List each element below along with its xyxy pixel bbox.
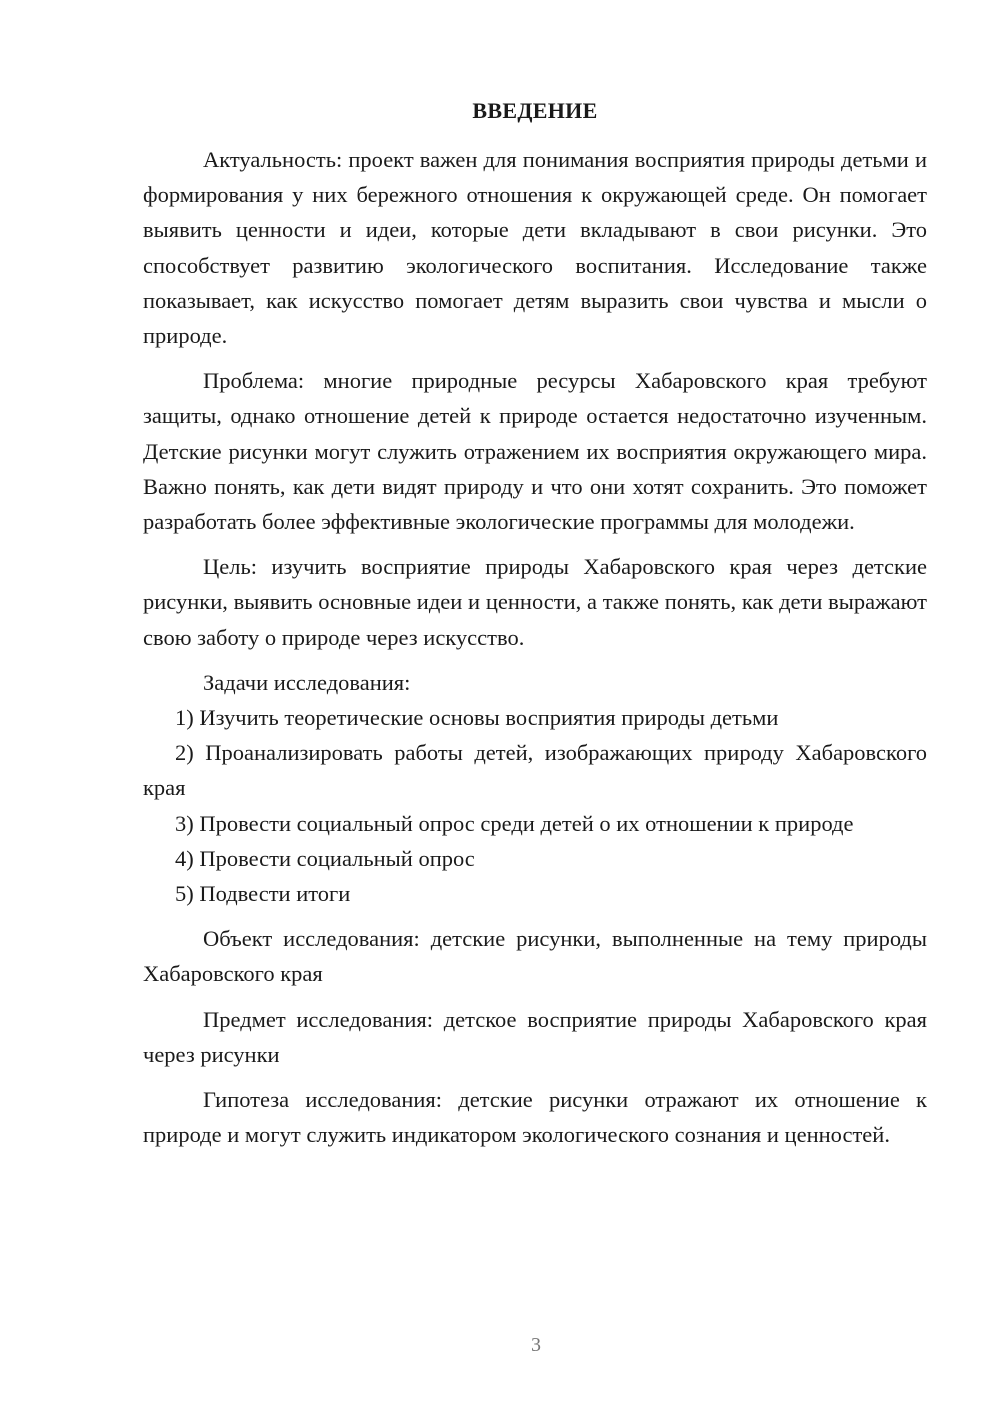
page-title: ВВЕДЕНИЕ (472, 98, 598, 123)
research-subject-paragraph: Предмет исследования: детское восприятие природы Хабаровского края через рисунки (143, 1006, 927, 1067)
relevance-paragraph: Актуальность: проект важен для понимания восприятия природы детьми и формирования у них бережного отношения к окружающей среде. Он помогает выявить ценности и идеи, которые дети вкладывают в свои рисунки. Это способствует развитию экологического воспитания. Исследование также показывает, как искусство помогает детям выразить свои чувства и мысли о природе. (143, 147, 927, 349)
page-content (143, 96, 927, 1152)
page-number: 3 (531, 1334, 541, 1356)
task-item-2: 2) Проанализировать работы детей, изображающих природу Хабаровского края (143, 740, 927, 801)
problem-paragraph: Проблема: многие природные ресурсы Хабаровского края требуют защиты, однако отношение детей к природе остается недостаточно изученным. Детские рисунки могут служить отражением их восприятия окружающего мира. Важно понять, как дети видят природу и что они хотят сохранить. Это поможет разработать более эффективные экологические программы для молодежи. (143, 368, 927, 535)
hypothesis-paragraph: Гипотеза исследования: детские рисунки отражают их отношение к природе и могут служить индикатором экологического сознания и ценностей. (143, 1087, 927, 1148)
task-item-4: 4) Провести социальный опрос (175, 845, 475, 871)
task-item-1: 1) Изучить теоретические основы восприятия природы детьми (175, 705, 779, 731)
task-item-3: 3) Провести социальный опрос среди детей о их отношении к природе (175, 810, 854, 836)
research-object-paragraph: Объект исследования: детские рисунки, выполненные на тему природы Хабаровского края (143, 926, 927, 987)
tasks-title: Задачи исследования: (203, 669, 411, 695)
goal-paragraph: Цель: изучить восприятие природы Хабаровского края через детские рисунки, выявить основные идеи и ценности, а также понять, как дети выражают свою заботу о природе через искусство. (143, 554, 927, 650)
task-item-5: 5) Подвести итоги (175, 881, 351, 907)
